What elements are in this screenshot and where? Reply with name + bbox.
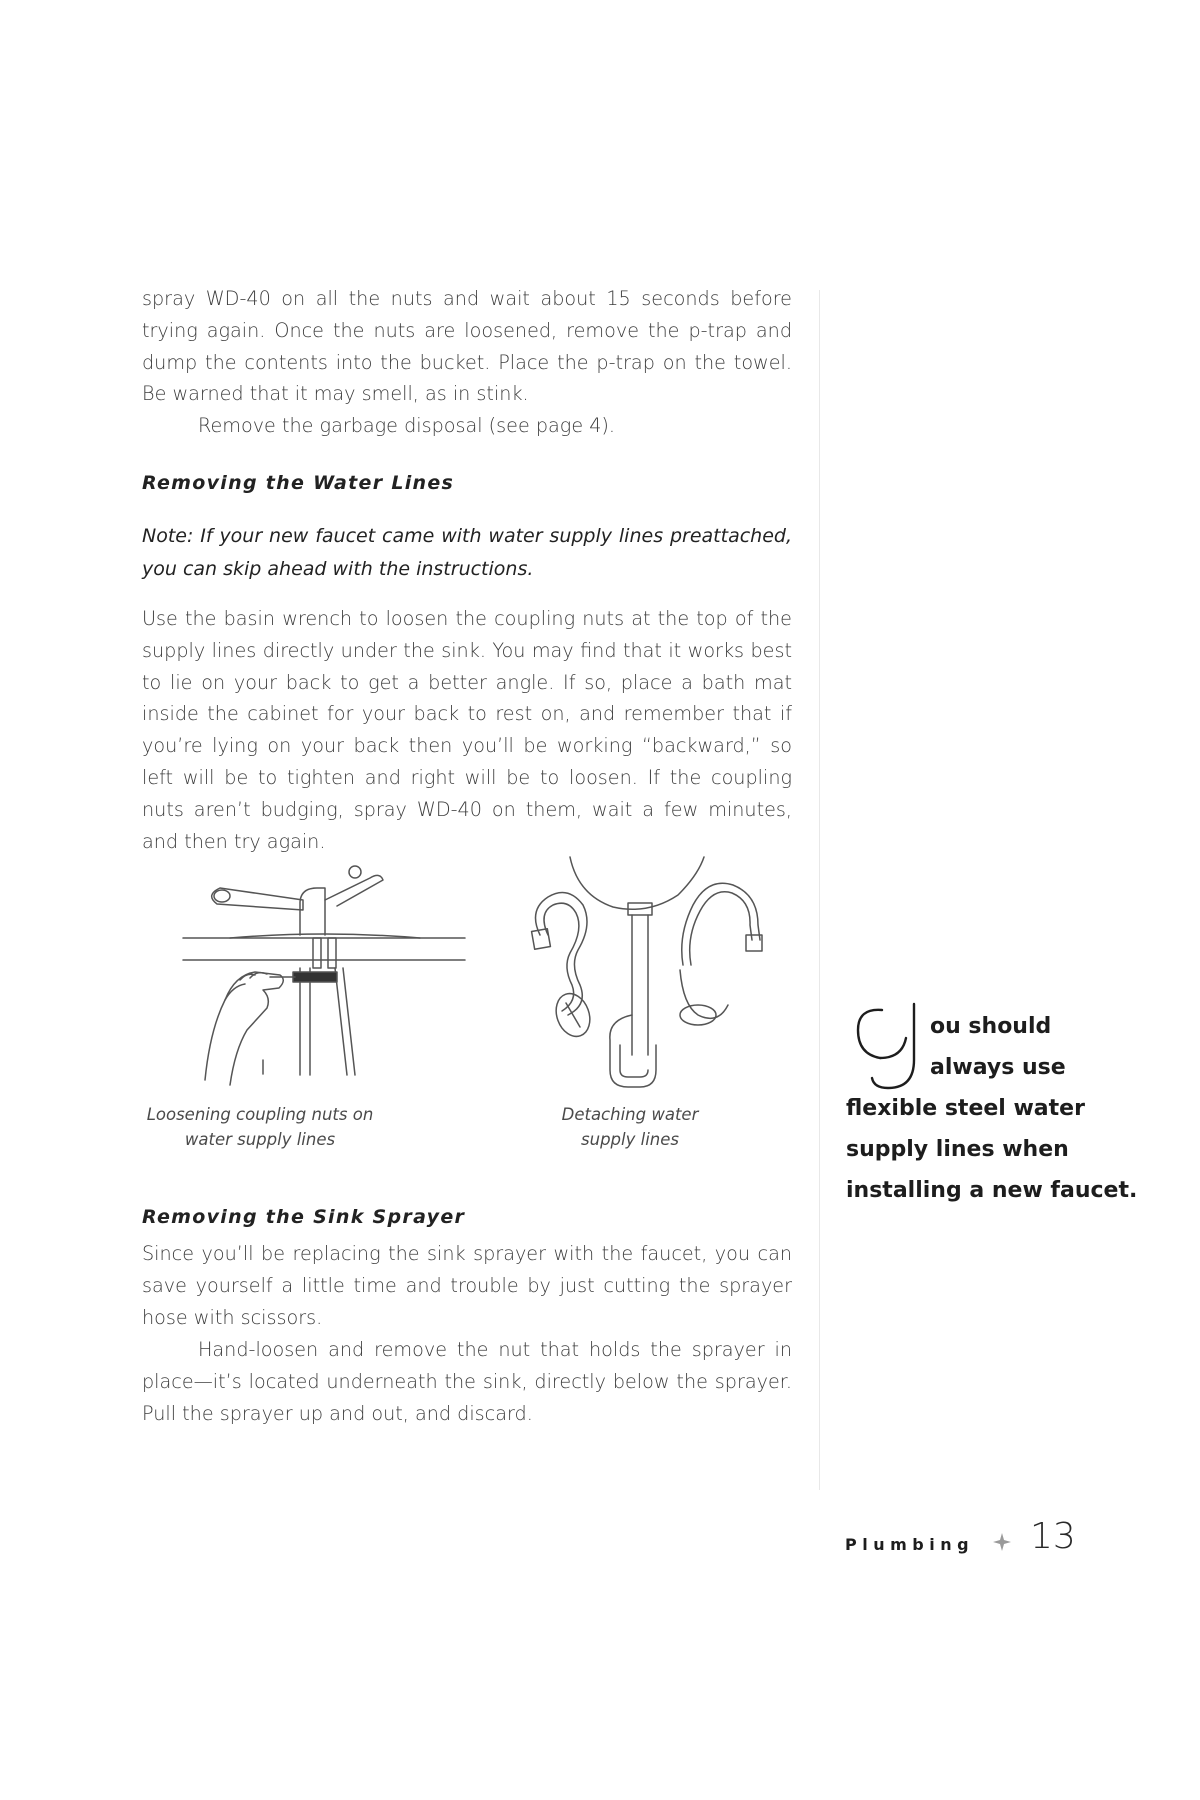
- figure-caption-detaching-line2: supply lines: [581, 1130, 679, 1149]
- page-number: 13: [1030, 1516, 1076, 1557]
- star-ornament-icon: [992, 1532, 1012, 1552]
- column-divider: [819, 290, 820, 1490]
- pull-quote-line-2: always use: [930, 1055, 1066, 1080]
- paragraph-garbage-disposal: Remove the garbage disposal (see page 4).: [198, 414, 616, 437]
- footer-section-title: Plumbing: [845, 1535, 975, 1554]
- pull-quote-initial-text: Y: [846, 1000, 847, 1001]
- paragraph-remove-sprayer-nut: Hand-loosen and remove the nut that holds the sprayer in place—it’s located underneath the sink, directly below the sprayer. Pull the sprayer up and out, and discard.: [142, 1338, 792, 1425]
- pull-quote-line-1: ou should: [930, 1014, 1052, 1039]
- pull-quote-line-5: installing a new faucet.: [846, 1178, 1138, 1203]
- illustration-detaching-supply-lines: [508, 855, 778, 1095]
- paragraph-p-trap: spray WD-40 on all the nuts and wait about 15 seconds before trying again. Once the nuts are loosened, remove the p-trap and dump the contents into the bucket. Place the p-trap on the towel. Be warned that it may smell, as in stink.: [142, 287, 792, 406]
- pull-quote-drop-cap: [846, 1000, 930, 1100]
- pull-quote-line-4: supply lines when: [846, 1137, 1069, 1162]
- figure-caption-detaching-line1: Detaching water: [561, 1105, 699, 1124]
- figure-caption-detaching: [520, 1102, 740, 1152]
- paragraph-basin-wrench: Use the basin wrench to loosen the coupling nuts at the top of the supply lines directly under the sink. You may find that it works best to lie on your back to get a better angle. If so, place a bath mat inside the cabinet for your back to rest on, and remember that if you’re lying on your back then you’ll be working “backward,” so left will be to tighten and right will be to loosen. If the coupling nuts aren’t budging, spray WD-40 on them, wait a few minutes, and then try again.: [142, 607, 792, 853]
- figure-caption-loosening-line2: water supply lines: [184, 1130, 336, 1149]
- heading-removing-sink-sprayer: Removing the Sink Sprayer: [142, 1206, 466, 1228]
- heading-removing-water-lines: Removing the Water Lines: [142, 472, 455, 494]
- pull-quote: [846, 1000, 1136, 1220]
- paragraph-cut-sprayer-hose: Since you’ll be replacing the sink sprayer with the faucet, you can save yourself a little time and trouble by just cutting the sprayer hose with scissors.: [142, 1242, 792, 1329]
- figure-caption-loosening: [140, 1102, 380, 1152]
- illustration-loosening-coupling-nuts: [175, 860, 475, 1090]
- note-preattached-lines: Note: If your new faucet came with water supply lines preattached, you can skip ahead with the instructions.: [142, 525, 792, 580]
- figure-caption-loosening-line1: Loosening coupling nuts on: [146, 1105, 374, 1124]
- pull-quote-line-3: flexible steel water: [846, 1096, 1085, 1121]
